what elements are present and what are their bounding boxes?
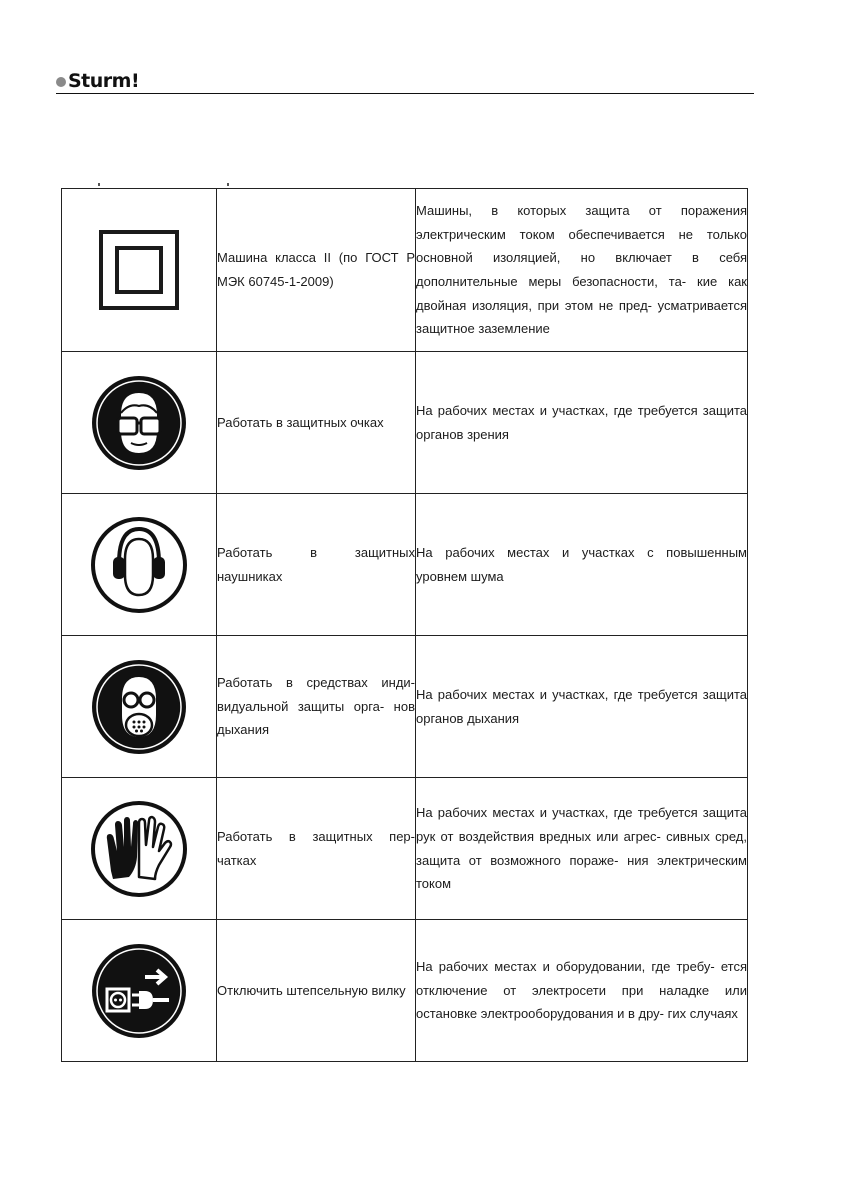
sign-name-cell (217, 352, 416, 494)
sign-description-cell (416, 778, 748, 920)
table-row (62, 778, 748, 920)
brand-name: Sturm! (68, 70, 140, 92)
sign-name: Отключить штепсельную вилку (217, 982, 406, 998)
scan-mark (98, 183, 100, 186)
sign-name-cell (217, 920, 416, 1062)
protective-gloves-icon (89, 799, 189, 899)
sign-description-cell (416, 920, 748, 1062)
sign-name-cell (217, 636, 416, 778)
icon-cell (62, 636, 217, 778)
table-row (62, 494, 748, 636)
brand-logo (56, 70, 139, 92)
sign-name-cell (217, 494, 416, 636)
safety-goggles-icon (89, 373, 189, 473)
unplug-icon (89, 941, 189, 1041)
sign-description-cell (416, 636, 748, 778)
icon-cell (62, 778, 217, 920)
sign-name: Работать в средствах инди- видуальной защиты орга- нов дыхания (217, 675, 415, 738)
icon-cell (62, 494, 217, 636)
icon-cell (62, 920, 217, 1062)
icon-cell (62, 352, 217, 494)
sign-description: На рабочих местах и участках, где требуется защита рук от воздействия вредных или агрес- сивных сред, защита от возможного пораже- ния электрическим током (416, 805, 747, 892)
sign-description: На рабочих местах и участках, где требуется защита органов дыхания (416, 686, 747, 726)
double-insulation-icon (97, 228, 181, 312)
table-row (62, 352, 748, 494)
sign-description-cell (416, 494, 748, 636)
sign-description: На рабочих местах и участках с повышенным уровнем шума (416, 544, 747, 584)
table-row (62, 920, 748, 1062)
sign-description-cell (416, 352, 748, 494)
page-header (56, 70, 754, 96)
sign-description: Машины, в которых защита от поражения электрическим током обеспечивается не только основной изоляцией, но включает в себя дополнительные меры безопасности, та- кие как двойная изоляция, при этом не пред- усматривается защитное заземление (416, 203, 747, 337)
respirator-icon (89, 657, 189, 757)
sign-name: Работать в защитных очках (217, 414, 384, 430)
sign-description-cell (416, 189, 748, 352)
sign-name-cell (217, 189, 416, 352)
table-row (62, 636, 748, 778)
logo-dot-icon (56, 77, 66, 87)
table-row (62, 189, 748, 352)
sign-description: На рабочих местах и оборудовании, где требу- ется отключение от электросети при наладке или остановке электрооборудования и в дру- гих случаях (416, 959, 747, 1022)
sign-name-cell (217, 778, 416, 920)
sign-description: На рабочих местах и участках, где требуется защита органов зрения (416, 402, 747, 442)
safety-signs-table (61, 188, 748, 1062)
sign-name: Машина класса II (по ГОСТ Р МЭК 60745-1-2009) (217, 250, 415, 289)
scan-mark (227, 183, 229, 186)
icon-cell (62, 189, 217, 352)
sign-name: Работать в защитных пер- чатках (217, 828, 415, 868)
sign-name: Работать в защитных наушниках (217, 544, 415, 584)
ear-protection-icon (89, 515, 189, 615)
header-divider (56, 93, 754, 94)
